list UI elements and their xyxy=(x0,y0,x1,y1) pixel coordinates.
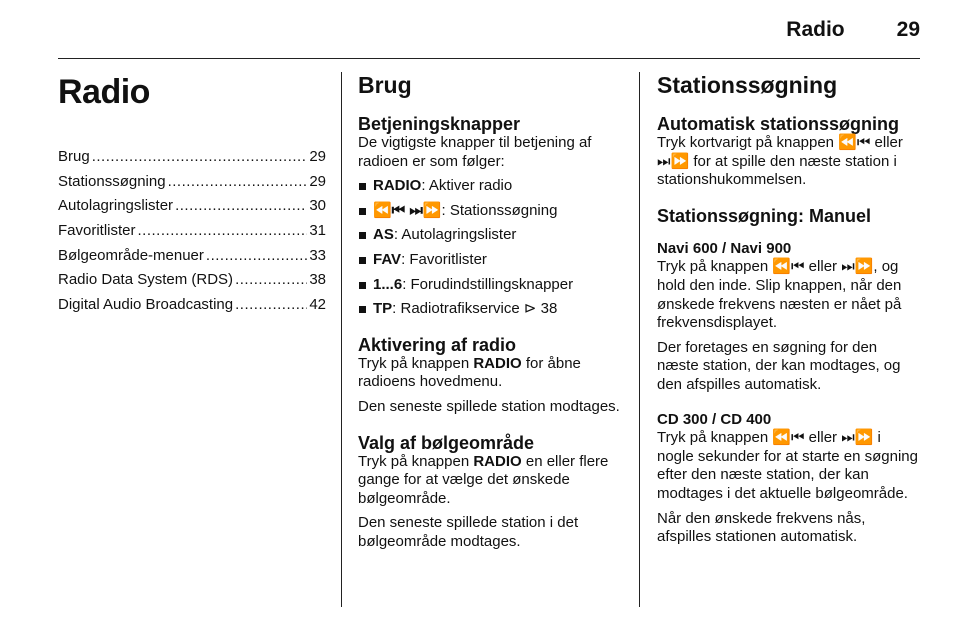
bullet-square-icon xyxy=(359,208,366,215)
navi-text: Tryk på knappen ⏪⏮ eller ⏭⏩, og hold den inde. Slip knappen, når den ønskede frekvens næsten er nået på frekvensdisplayet. xyxy=(657,258,902,332)
button-list xyxy=(358,177,624,319)
page-number: 29 xyxy=(896,18,920,41)
toc-entry-label: Favoritlister xyxy=(58,222,136,240)
toc-entry[interactable] xyxy=(58,271,326,296)
button-key: TP xyxy=(373,300,393,318)
button-list-item xyxy=(358,202,624,221)
toc-entry-page: 42 xyxy=(309,296,326,314)
bullet-square-icon xyxy=(359,183,366,190)
toc-entry-page: 29 xyxy=(309,172,326,190)
toc-entry-label: Autolagringslister xyxy=(58,197,174,215)
header-title: Radio xyxy=(786,18,845,41)
header-rule xyxy=(58,58,920,59)
navi-note: Der foretages en søgning for den næste station, der kan modtages, og den afspilles automatisk. xyxy=(657,338,901,393)
button-description: : Stationssøgning xyxy=(441,201,558,219)
toc-entry[interactable] xyxy=(58,247,326,272)
button-list-item xyxy=(358,276,624,295)
aktivering-note: Den seneste spillede station modtages. xyxy=(358,397,620,415)
button-description: : Forudindstillingsknapper xyxy=(402,275,574,293)
toc-entry-label: Digital Audio Broadcasting xyxy=(58,296,234,314)
toc-entry-page: 29 xyxy=(309,148,326,165)
toc-entry-page: 33 xyxy=(309,246,326,264)
bullet-square-icon xyxy=(359,282,366,289)
toc-leader-dots xyxy=(206,247,307,272)
toc-leader-dots xyxy=(235,271,307,296)
running-header xyxy=(786,18,920,42)
toc-entry-label: Brug xyxy=(58,148,90,165)
toc-leader-dots xyxy=(138,222,308,247)
toc-leader-dots xyxy=(168,173,308,198)
button-description: : Aktiver radio xyxy=(421,177,513,195)
toc-entry-label: Radio Data System (RDS) xyxy=(58,271,234,289)
toc-entry-page: 30 xyxy=(309,197,326,215)
heading-manuel: Stationssøgning: Manuel xyxy=(657,205,871,226)
automatisk-text: Tryk kortvarigt på knappen ⏪⏮ eller ⏭⏩ for at spille den næste station i stationshukommelsen. xyxy=(657,134,903,189)
button-description: : Autolagringslister xyxy=(393,226,517,244)
button-description: : Radiotrafikservice ⊳ 38 xyxy=(392,300,558,318)
heading-betjeningsknapper: Betjeningsknapper xyxy=(358,114,521,134)
section-title-stationssogning: Stationssøgning xyxy=(657,72,838,98)
bullet-square-icon xyxy=(359,257,366,264)
knapper-intro: De vigtigste knapper til betjening af radioen er som følger: xyxy=(358,134,592,170)
button-list-item xyxy=(358,177,624,196)
toc-entry[interactable] xyxy=(58,148,326,173)
toc-entry-label: Stationssøgning xyxy=(58,172,166,190)
toc-column xyxy=(58,72,326,321)
cd-text: Tryk på knappen ⏪⏮ eller ⏭⏩ i nogle sekunder for at starte en søgning efter den næste station, der kan modtages i det aktuelle bølgeområde. xyxy=(657,429,918,502)
button-key: 1...6 xyxy=(373,275,403,293)
toc-leader-dots xyxy=(235,296,307,321)
toc-entry[interactable] xyxy=(58,296,326,321)
toc-leader-dots xyxy=(92,148,308,173)
button-key: RADIO xyxy=(373,177,422,195)
button-description: : Favoritlister xyxy=(401,250,487,268)
bullet-square-icon xyxy=(359,232,366,239)
stationssogning-column xyxy=(657,72,921,553)
column-divider xyxy=(639,72,640,607)
heading-automatisk: Automatisk stationssøgning xyxy=(657,114,900,134)
heading-navi: Navi 600 / Navi 900 xyxy=(657,239,792,257)
toc-leader-dots xyxy=(175,197,307,222)
brug-column xyxy=(358,72,624,558)
button-list-item xyxy=(358,226,624,245)
heading-aktivering: Aktivering af radio xyxy=(358,334,517,355)
toc-entry[interactable] xyxy=(58,222,326,247)
toc-entry-page: 38 xyxy=(309,271,326,289)
button-key: ⏪⏮ ⏭⏩ xyxy=(373,201,442,219)
cd-note: Når den ønskede frekvens nås, afspilles stationen automatisk. xyxy=(657,509,866,546)
heading-cd: CD 300 / CD 400 xyxy=(657,410,772,428)
valg-note: Den seneste spillede station i det bølgeområde modtages. xyxy=(358,514,579,550)
button-list-item xyxy=(358,300,624,319)
bullet-square-icon xyxy=(359,306,366,313)
toc-entry[interactable] xyxy=(58,197,326,222)
aktivering-text: Tryk på knappen RADIO for åbne radioens hovedmenu. xyxy=(358,354,581,391)
toc-entry-label: Bølgeområde-menuer xyxy=(58,246,204,264)
button-key: FAV xyxy=(373,250,402,268)
toc-entry-page: 31 xyxy=(309,222,326,240)
section-title-brug: Brug xyxy=(358,72,412,98)
chapter-title: Radio xyxy=(58,73,150,111)
button-key: AS xyxy=(373,226,394,244)
toc-list xyxy=(58,148,326,321)
valg-text: Tryk på knappen RADIO en eller flere gange for at vælge det ønskede bølgeområde. xyxy=(358,452,609,507)
column-divider xyxy=(341,72,342,607)
heading-valg-bolgeomrade: Valg af bølgeområde xyxy=(358,432,535,453)
button-list-item xyxy=(358,251,624,270)
toc-entry[interactable] xyxy=(58,173,326,198)
